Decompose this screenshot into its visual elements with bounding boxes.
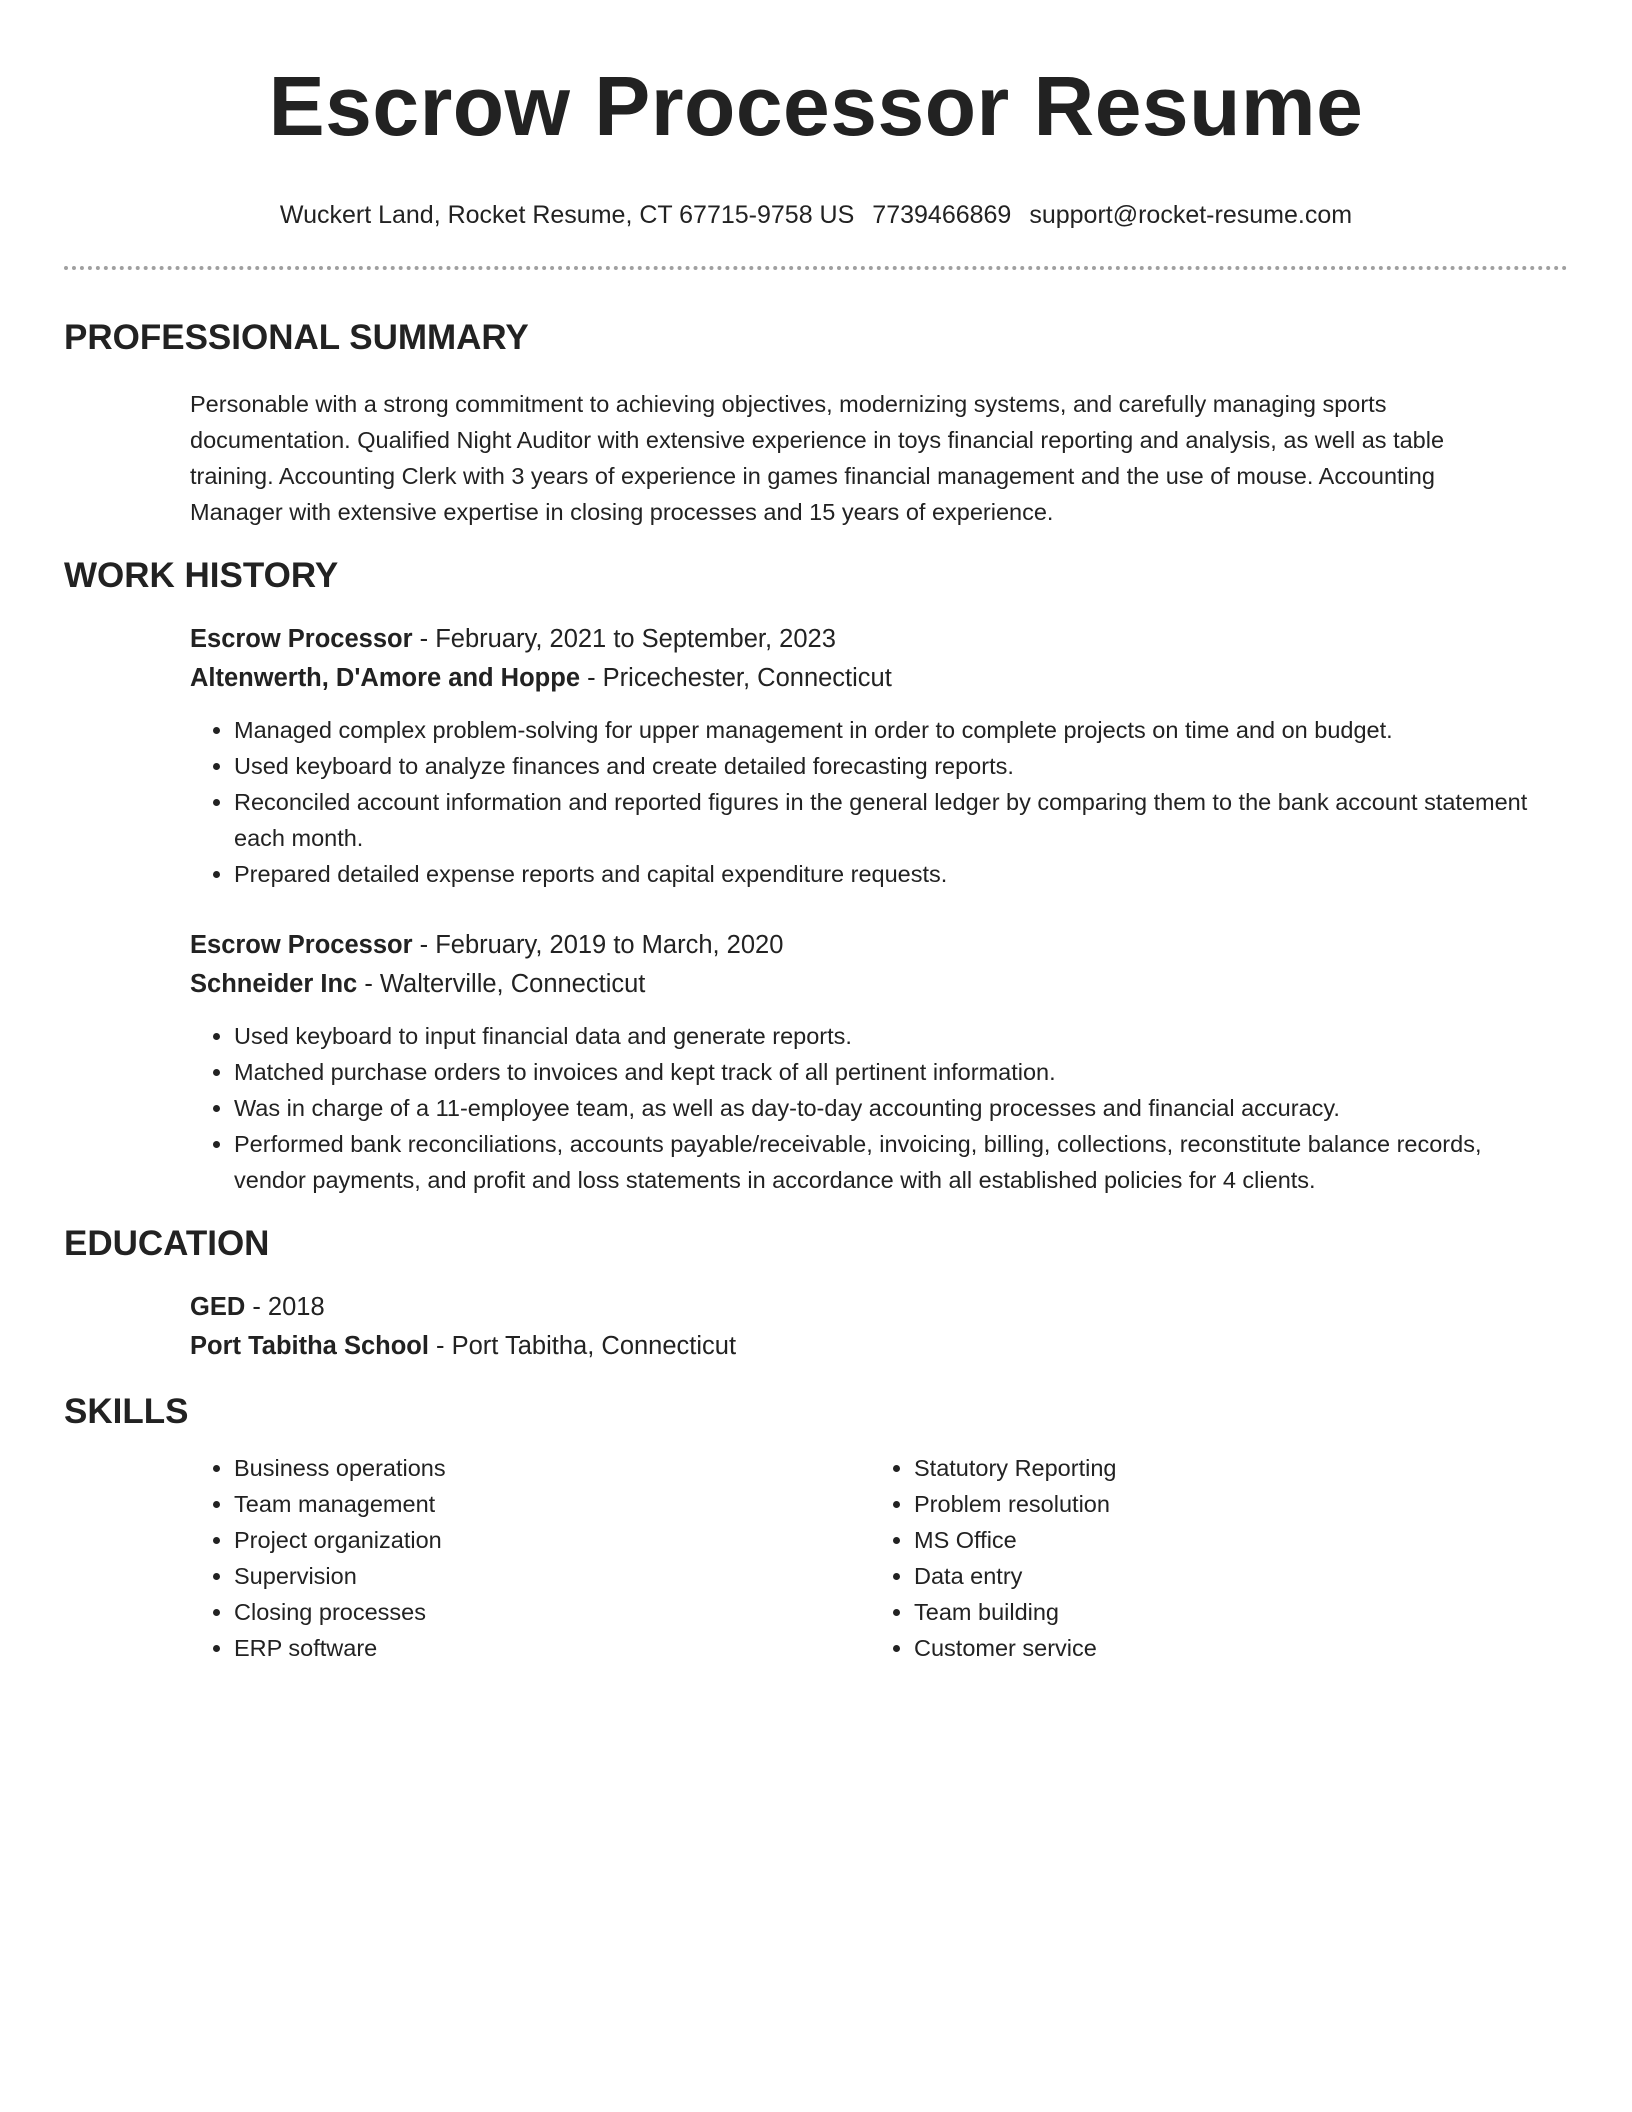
job-bullet: • Matched purchase orders to invoices and kept track of all pertinent information. <box>234 1054 1548 1090</box>
job-bullet: • Was in charge of a 11-employee team, as well as day-to-day accounting processes and financial accuracy. <box>234 1090 1548 1126</box>
skill-item: • Team management <box>234 1486 870 1522</box>
job-entry <box>64 926 1568 1198</box>
skill-item: • Statutory Reporting <box>914 1450 1550 1486</box>
skill-item: • Data entry <box>914 1558 1550 1594</box>
job-bullet: • Performed bank reconciliations, accounts payable/receivable, invoicing, billing, collections, reconstitute balance records, vendor payments, and profit and loss statements in accordance with all established policies for 4 clients. <box>234 1126 1548 1198</box>
job-title-line <box>190 620 1568 659</box>
education-school: Port Tabitha School <box>190 1332 429 1360</box>
job-bullet: • Prepared detailed expense reports and capital expenditure requests. <box>234 856 1548 892</box>
summary-heading: PROFESSIONAL SUMMARY <box>64 318 529 357</box>
job-title-line <box>190 926 1568 965</box>
job-title: Escrow Processor <box>190 625 413 653</box>
education-heading: EDUCATION <box>64 1224 270 1263</box>
skill-item: • Business operations <box>234 1450 870 1486</box>
education-degree-line <box>190 1288 1568 1327</box>
contact-phone: 7739466869 <box>872 201 1012 229</box>
skills-heading: SKILLS <box>64 1392 189 1431</box>
summary-text: Personable with a strong commitment to achieving objectives, modernizing systems, and carefully managing sports documentation. Qualified Night Auditor with extensive experience in toys financial reporting and analysis, as well as table training. Accounting Clerk with 3 years of experience in games financial management and the use of mouse. Accounting Manager with extensive expertise in closing processes and 15 years of experience. <box>190 391 1445 525</box>
skills-column-left <box>190 1450 870 1666</box>
skill-item: • Project organization <box>234 1522 870 1558</box>
job-location: - Walterville, Connecticut <box>357 970 646 998</box>
job-location: - Pricechester, Connecticut <box>580 664 892 692</box>
education-degree: GED <box>190 1293 246 1321</box>
job-bullet: • Used keyboard to analyze finances and create detailed forecasting reports. <box>234 748 1548 784</box>
skill-item: • MS Office <box>914 1522 1550 1558</box>
education-entry <box>64 1288 1568 1366</box>
skill-item: • ERP software <box>234 1630 870 1666</box>
job-bullet: • Managed complex problem-solving for upper management in order to complete projects on time and on budget. <box>234 712 1548 748</box>
job-dates: - February, 2021 to September, 2023 <box>412 625 836 653</box>
job-company-line <box>190 659 1568 698</box>
work-history-heading: WORK HISTORY <box>64 556 339 595</box>
job-bullets <box>190 1018 1568 1198</box>
job-company: Schneider Inc <box>190 970 358 998</box>
job-entry <box>64 620 1568 892</box>
job-company-line <box>190 965 1568 1004</box>
resume-title: Escrow Processor Resume <box>268 59 1364 153</box>
job-title: Escrow Processor <box>190 931 413 959</box>
job-company: Altenwerth, D'Amore and Hoppe <box>190 664 581 692</box>
job-bullet: • Reconciled account information and reported figures in the general ledger by comparing them to the bank account statement each month. <box>234 784 1548 856</box>
skill-item: • Problem resolution <box>914 1486 1550 1522</box>
header-divider <box>64 266 1568 270</box>
education-year: - 2018 <box>245 1293 325 1321</box>
job-bullet: • Used keyboard to input financial data and generate reports. <box>234 1018 1548 1054</box>
contact-email: support@rocket-resume.com <box>1029 201 1353 229</box>
education-location: - Port Tabitha, Connecticut <box>428 1332 737 1360</box>
job-bullets <box>190 712 1568 892</box>
skills-grid <box>64 1450 1568 1666</box>
skills-column-right <box>870 1450 1550 1666</box>
skill-item: • Closing processes <box>234 1594 870 1630</box>
contact-line <box>64 200 1568 230</box>
job-dates: - February, 2019 to March, 2020 <box>412 931 784 959</box>
skill-item: • Supervision <box>234 1558 870 1594</box>
skill-item: • Customer service <box>914 1630 1550 1666</box>
skill-item: • Team building <box>914 1594 1550 1630</box>
contact-address: Wuckert Land, Rocket Resume, CT 67715-9758 US <box>279 201 855 229</box>
education-school-line <box>190 1327 1568 1366</box>
